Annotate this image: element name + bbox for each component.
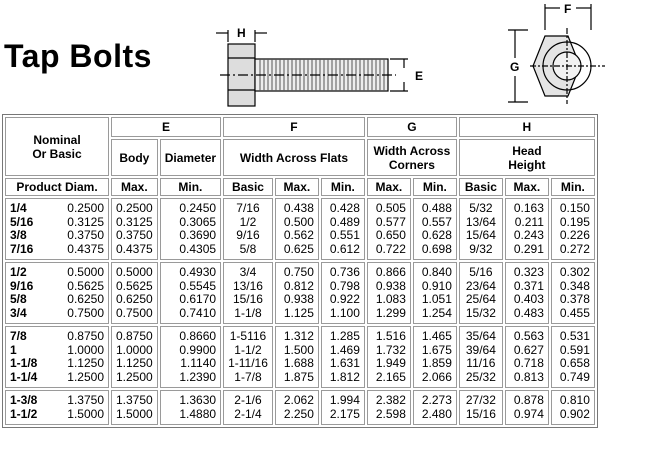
f-min-cell: [321, 390, 365, 425]
g-max-value: 1.732: [375, 342, 406, 357]
h-min-value: 0.810: [559, 393, 590, 407]
h-min-header: Min.: [551, 178, 595, 196]
nominal-entry: [10, 216, 104, 230]
f-max-value: 0.438: [283, 201, 314, 215]
g-min-value: 1.254: [421, 305, 452, 320]
e-diameter-min-value: 0.4305: [179, 241, 217, 256]
f-max-value: 1.500: [283, 342, 314, 357]
f-min-header: Min.: [321, 178, 365, 196]
e-diameter-min-value: 0.9900: [179, 342, 217, 357]
f-min-value: 1.285: [329, 329, 360, 343]
e-body-max-value: 1.2500: [116, 369, 153, 384]
e-body-max-cell: [111, 198, 158, 260]
g-max-value: 0.866: [375, 265, 406, 279]
f-max-cell: [275, 262, 319, 324]
nominal-entry: [10, 357, 104, 371]
nominal-entry: [10, 307, 104, 321]
g-max-value: 1.083: [375, 292, 406, 306]
e-body-max-value: 0.8750: [116, 329, 153, 343]
nominal-fraction: 7/16: [10, 241, 34, 256]
h-max-value: 0.211: [514, 214, 544, 229]
h-basic-value: 25/32: [465, 369, 496, 384]
g-min-value: 2.066: [421, 369, 452, 384]
g-max-value: 1.516: [375, 329, 406, 343]
f-max-value: 2.250: [283, 406, 314, 421]
e-diameter-min-value: 0.2450: [179, 201, 217, 215]
f-max-value: 1.688: [283, 356, 314, 370]
f-basic-value: 13/16: [232, 278, 263, 293]
f-min-cell: [321, 198, 365, 260]
table-row-group: [5, 326, 595, 388]
h-basic-value: 15/16: [465, 406, 496, 421]
h-min-value: 0.348: [559, 278, 590, 293]
h-basic-cell: [459, 326, 503, 388]
h-basic-value: 11/16: [466, 356, 496, 370]
g-max-cell: [367, 390, 411, 425]
g-max-value: 0.722: [375, 241, 406, 256]
g-max-cell: [367, 326, 411, 388]
e-body-max-value: 0.2500: [116, 201, 153, 215]
g-max-cell: [367, 198, 411, 260]
h-min-cell: [551, 326, 595, 388]
e-diameter-min-value: 0.8660: [179, 329, 217, 343]
e-diameter-min-value: 0.7410: [179, 305, 217, 320]
e-diameter-min-cell: [160, 326, 221, 388]
h-max-value: 0.243: [513, 228, 544, 242]
bolt-end-view: [508, 4, 605, 104]
h-min-value: 0.150: [559, 201, 590, 215]
h-min-value: 0.272: [559, 241, 590, 256]
f-basic-cell: [223, 390, 273, 425]
f-max-cell: [275, 198, 319, 260]
g-max-header: Max.: [367, 178, 411, 196]
f-basic-value: 2-1/6: [234, 393, 262, 407]
e-body-max-cell: [111, 326, 158, 388]
f-max-value: 0.562: [283, 228, 314, 242]
e-diameter-min-value: 0.3065: [179, 214, 217, 229]
f-dimension-label: F: [564, 2, 572, 16]
f-max-value: 2.062: [283, 393, 314, 407]
e-diameter-min-value: 0.6170: [179, 292, 217, 306]
nominal-fraction: 1-1/2: [10, 406, 38, 421]
g-min-value: 0.628: [421, 228, 452, 242]
f-basic-value: 1/2: [239, 214, 257, 229]
h-min-value: 0.195: [559, 214, 590, 229]
head-height-header: Head Height: [459, 139, 595, 176]
g-min-cell: [413, 390, 457, 425]
nominal-entry: [10, 280, 104, 294]
e-diameter-min-cell: [160, 262, 221, 324]
h-min-value: 0.531: [559, 329, 590, 343]
f-min-value: 1.994: [329, 393, 360, 407]
g-max-value: 0.577: [375, 214, 406, 229]
h-max-header: Max.: [505, 178, 549, 196]
g-min-value: 1.051: [421, 292, 452, 306]
e-diameter-min-header: Min.: [160, 178, 221, 196]
g-min-value: 0.910: [421, 278, 452, 293]
h-max-value: 0.371: [513, 278, 544, 293]
f-min-cell: [321, 326, 365, 388]
e-body-max-value: 1.3750: [116, 393, 153, 407]
h-basic-value: 5/16: [469, 265, 493, 279]
f-basic-value: 15/16: [232, 292, 263, 306]
f-min-value: 1.100: [329, 305, 360, 320]
g-min-value: 0.840: [421, 265, 452, 279]
f-max-value: 1.875: [283, 369, 314, 384]
nominal-cell: [5, 198, 109, 260]
g-max-value: 2.382: [375, 393, 406, 407]
g-max-value: 2.598: [375, 406, 406, 421]
nominal-decimal: 0.4375: [67, 241, 104, 256]
h-basic-cell: [459, 390, 503, 425]
f-max-value: 0.625: [283, 241, 314, 256]
nominal-fraction: 3/4: [10, 305, 27, 320]
f-max-value: 1.125: [283, 305, 314, 320]
nominal-header: Nominal Or Basic: [5, 117, 109, 176]
h-max-value: 0.718: [513, 356, 544, 370]
h-max-cell: [505, 198, 549, 260]
h-min-value: 0.749: [559, 369, 590, 384]
nominal-decimal: 1.1250: [67, 356, 104, 370]
f-min-value: 0.612: [329, 241, 360, 256]
h-max-value: 0.163: [513, 201, 544, 215]
nominal-decimal: 1.0000: [67, 342, 104, 357]
bolt-drawing: [210, 0, 658, 112]
g-max-value: 0.650: [375, 228, 406, 242]
e-body-max-value: 0.5000: [116, 265, 153, 279]
nominal-decimal: 0.2500: [67, 201, 104, 215]
f-basic-cell: [223, 262, 273, 324]
h-min-value: 0.455: [559, 305, 590, 320]
e-body-max-cell: [111, 262, 158, 324]
width-corners-header: Width Across Corners: [367, 139, 457, 176]
g-min-value: 1.465: [421, 329, 452, 343]
nominal-fraction: 1: [10, 342, 17, 357]
e-diameter-min-cell: [160, 390, 221, 425]
h-max-value: 0.291: [513, 241, 544, 256]
g-max-value: 1.299: [375, 305, 406, 320]
g-max-value: 2.165: [375, 369, 406, 384]
nominal-decimal: 0.5625: [67, 278, 104, 293]
e-body-max-cell: [111, 390, 158, 425]
h-max-cell: [505, 262, 549, 324]
nominal-decimal: 1.2500: [67, 369, 104, 384]
f-min-value: 2.175: [329, 406, 360, 421]
g-min-value: 1.859: [421, 356, 452, 370]
h-min-value: 0.658: [559, 356, 590, 370]
h-min-cell: [551, 198, 595, 260]
g-min-value: 1.675: [421, 342, 452, 357]
h-max-value: 0.403: [513, 292, 544, 306]
f-basic-header: Basic: [223, 178, 273, 196]
nominal-cell: [5, 326, 109, 388]
nominal-fraction: 1-1/4: [10, 369, 38, 384]
f-max-cell: [275, 326, 319, 388]
h-basic-value: 9/32: [469, 241, 493, 256]
nominal-entry: [10, 293, 104, 307]
h-basic-cell: [459, 198, 503, 260]
g-max-cell: [367, 262, 411, 324]
g-min-cell: [413, 326, 457, 388]
e-diameter-min-value: 0.4930: [179, 265, 217, 279]
e-diameter-min-value: 1.3630: [179, 393, 217, 407]
e-header: E: [111, 117, 221, 137]
g-max-value: 0.505: [375, 201, 406, 215]
nominal-entry: [10, 330, 104, 344]
f-min-value: 1.469: [329, 342, 360, 357]
nominal-decimal: 0.3125: [67, 214, 104, 229]
f-min-value: 0.551: [329, 228, 360, 242]
f-basic-value: 2-1/4: [234, 406, 262, 421]
nominal-decimal: 0.3750: [67, 228, 104, 242]
h-max-value: 0.974: [513, 406, 544, 421]
e-body-max-value: 0.7500: [116, 305, 153, 320]
f-max-cell: [275, 390, 319, 425]
h-basic-cell: [459, 262, 503, 324]
g-min-cell: [413, 198, 457, 260]
g-min-cell: [413, 262, 457, 324]
h-max-value: 0.323: [513, 265, 544, 279]
h-basic-value: 27/32: [465, 393, 496, 407]
h-min-value: 0.591: [559, 342, 590, 357]
f-max-value: 1.312: [283, 329, 314, 343]
h-dimension-label: H: [237, 26, 246, 40]
body-header: Body: [111, 139, 158, 176]
h-max-value: 0.813: [513, 369, 544, 384]
e-body-max-header: Max.: [111, 178, 158, 196]
f-min-value: 1.631: [329, 356, 360, 370]
h-max-value: 0.878: [513, 393, 544, 407]
e-diameter-min-cell: [160, 198, 221, 260]
bolt-side-view: [216, 30, 408, 106]
h-basic-value: 5/32: [469, 201, 493, 215]
nominal-decimal: 0.7500: [67, 305, 104, 320]
f-min-value: 0.922: [329, 292, 360, 306]
page-title: Tap Bolts: [4, 38, 152, 74]
f-min-value: 0.489: [329, 214, 360, 229]
nominal-fraction: 3/8: [10, 228, 27, 242]
e-diameter-min-value: 1.4880: [179, 406, 217, 421]
e-body-max-value: 0.5625: [116, 278, 153, 293]
nominal-entry: [10, 229, 104, 243]
g-min-value: 2.273: [421, 393, 452, 407]
f-max-header: Max.: [275, 178, 319, 196]
h-max-value: 0.563: [513, 329, 544, 343]
table-body: [5, 198, 595, 425]
h-max-value: 0.627: [513, 342, 544, 357]
nominal-entry: [10, 408, 104, 422]
h-min-cell: [551, 262, 595, 324]
nominal-entry: [10, 266, 104, 280]
f-max-value: 0.812: [283, 278, 314, 293]
e-body-max-value: 0.3125: [116, 214, 153, 229]
h-basic-value: 15/32: [465, 305, 496, 320]
nominal-entry: [10, 243, 104, 257]
nominal-decimal: 0.8750: [67, 329, 104, 343]
f-max-value: 0.750: [283, 265, 314, 279]
f-header: F: [223, 117, 365, 137]
g-min-value: 0.488: [421, 201, 452, 215]
f-min-value: 0.428: [329, 201, 360, 215]
f-basic-value: 9/16: [236, 228, 260, 242]
g-max-value: 1.949: [375, 356, 406, 370]
nominal-fraction: 5/16: [10, 214, 34, 229]
nominal-decimal: 1.3750: [67, 393, 104, 407]
e-body-max-value: 1.5000: [116, 406, 153, 421]
h-max-cell: [505, 326, 549, 388]
nominal-cell: [5, 390, 109, 425]
nominal-decimal: 1.5000: [67, 406, 104, 421]
h-basic-value: 35/64: [465, 329, 496, 343]
nominal-entry: [10, 202, 104, 216]
h-basic-header: Basic: [459, 178, 503, 196]
nominal-fraction: 1/4: [10, 201, 27, 215]
nominal-decimal: 0.6250: [67, 292, 104, 306]
g-dimension-label: G: [510, 60, 520, 74]
diameter-header: Diameter: [160, 139, 221, 176]
h-min-value: 0.302: [559, 265, 590, 279]
e-body-max-value: 1.1250: [116, 356, 153, 370]
f-min-value: 1.812: [329, 369, 360, 384]
nominal-fraction: 1/2: [10, 265, 27, 279]
f-basic-value: 1-1/8: [234, 305, 262, 320]
e-body-max-value: 1.0000: [116, 342, 153, 357]
e-diameter-min-value: 1.2390: [179, 369, 217, 384]
nominal-fraction: 9/16: [10, 278, 34, 293]
f-basic-cell: [223, 326, 273, 388]
table-row-group: [5, 198, 595, 260]
e-body-max-value: 0.6250: [116, 292, 153, 306]
h-basic-value: 13/64: [465, 214, 496, 229]
h-max-cell: [505, 390, 549, 425]
f-min-cell: [321, 262, 365, 324]
e-diameter-min-value: 0.3690: [179, 228, 217, 242]
nominal-entry: [10, 371, 104, 385]
h-min-value: 0.378: [559, 292, 590, 306]
h-min-cell: [551, 390, 595, 425]
nominal-entry: [10, 344, 104, 358]
g-min-value: 0.698: [421, 241, 452, 256]
e-body-max-value: 0.4375: [116, 241, 153, 256]
nominal-entry: [10, 394, 104, 408]
product-diam-header: Product Diam.: [5, 178, 109, 196]
g-max-value: 0.938: [375, 278, 406, 293]
e-dimension-label: E: [415, 69, 424, 83]
h-header: H: [459, 117, 595, 137]
e-diameter-min-value: 0.5545: [179, 278, 217, 293]
tap-bolts-table: [2, 114, 598, 428]
h-min-value: 0.902: [559, 406, 590, 421]
g-header: G: [367, 117, 457, 137]
nominal-decimal: 0.5000: [67, 265, 104, 279]
f-basic-cell: [223, 198, 273, 260]
f-basic-value: 1-1/2: [234, 342, 262, 357]
table-row-group: [5, 262, 595, 324]
h-max-value: 0.483: [513, 305, 544, 320]
f-basic-value: 3/4: [239, 265, 257, 279]
nominal-fraction: 5/8: [10, 292, 27, 306]
h-basic-value: 25/64: [465, 292, 496, 306]
g-min-value: 0.557: [421, 214, 452, 229]
f-basic-value: 1-7/8: [234, 369, 262, 384]
nominal-cell: [5, 262, 109, 324]
e-body-max-value: 0.3750: [116, 228, 153, 242]
f-max-value: 0.500: [283, 214, 314, 229]
f-basic-value: 7/16: [236, 201, 260, 215]
f-basic-value: 1-11/16: [228, 356, 268, 370]
f-min-value: 0.798: [329, 278, 360, 293]
nominal-fraction: 1-1/8: [10, 356, 38, 370]
width-flats-header: Width Across Flats: [223, 139, 365, 176]
f-basic-value: 5/8: [239, 241, 257, 256]
h-basic-value: 23/64: [465, 278, 496, 293]
h-basic-value: 39/64: [465, 342, 496, 357]
e-diameter-min-value: 1.1140: [180, 356, 217, 370]
h-min-value: 0.226: [559, 228, 590, 242]
f-max-value: 0.938: [283, 292, 314, 306]
f-basic-value: 1-5116: [229, 329, 267, 343]
f-min-value: 0.736: [329, 265, 360, 279]
h-basic-value: 15/64: [465, 228, 496, 242]
g-min-header: Min.: [413, 178, 457, 196]
table-row-group: [5, 390, 595, 425]
nominal-fraction: 7/8: [10, 329, 27, 343]
g-min-value: 2.480: [421, 406, 452, 421]
nominal-fraction: 1-3/8: [10, 393, 38, 407]
